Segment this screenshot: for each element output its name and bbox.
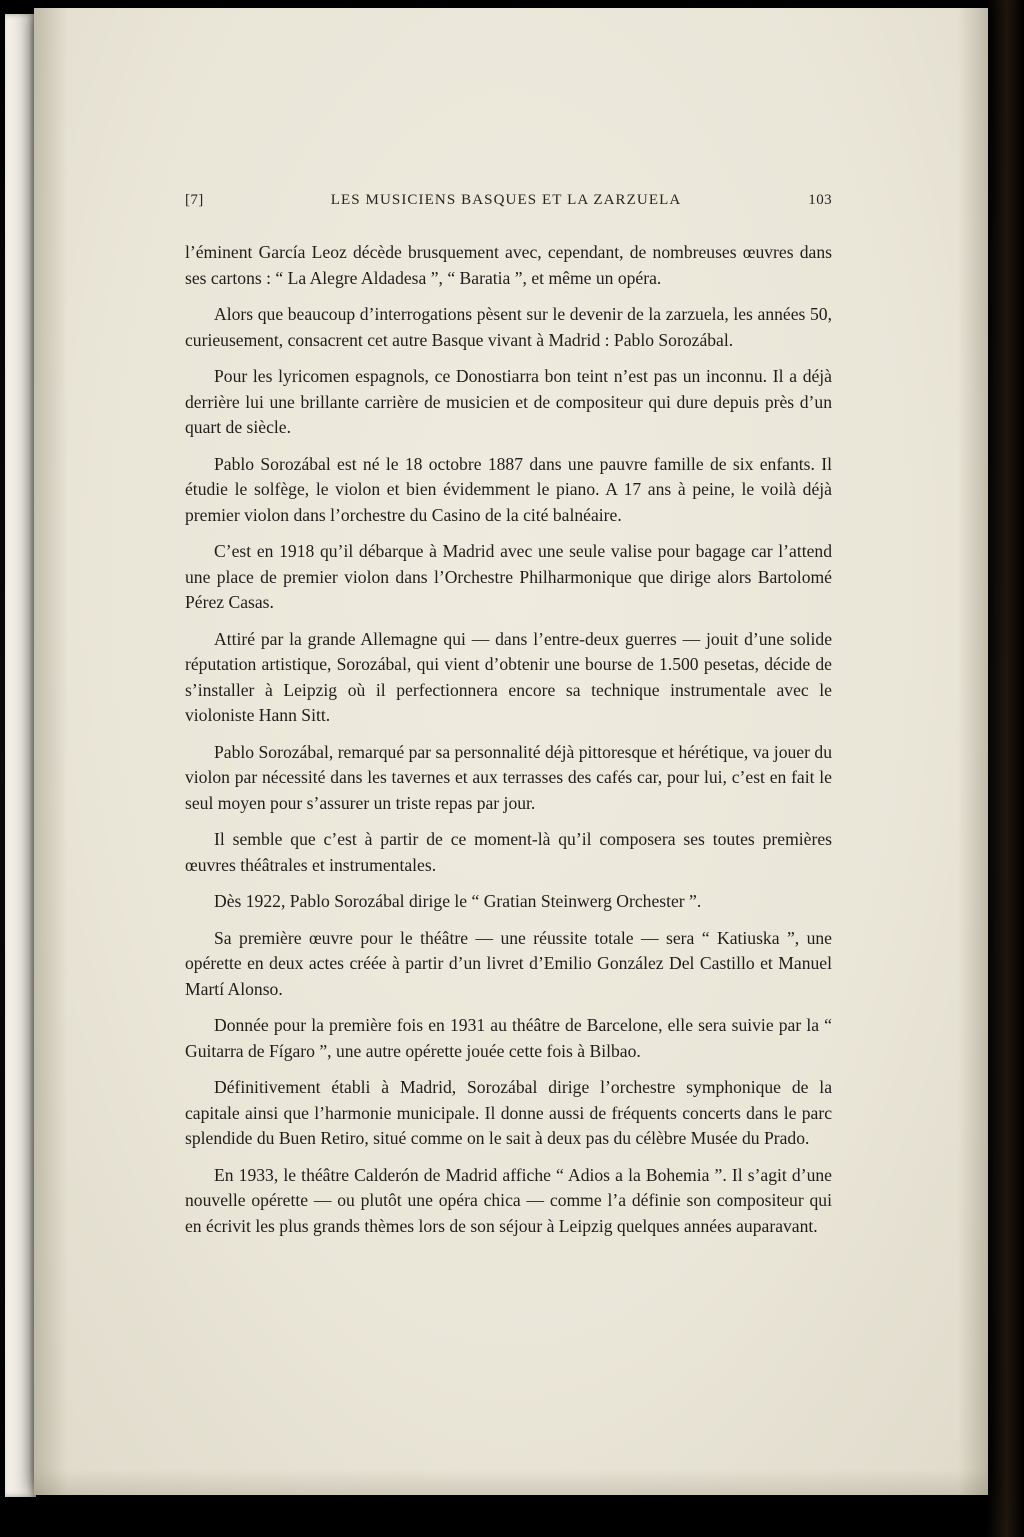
running-title: LES MUSICIENS BASQUES ET LA ZARZUELA <box>330 192 682 208</box>
book-right-edge-shadow <box>986 0 1024 1537</box>
paragraph: Pour les lyricomen espagnols, ce Donostiarra bon teint n’est pas un inconnu. Il a déjà derrière lui une brillante carrière de musicien et de compositeur qui dure depuis près d’un quart de siècle. <box>185 366 832 437</box>
paragraph: C’est en 1918 qu’il débarque à Madrid avec une seule valise pour bagage car l’attend une place de premier violon dans l’Orchestre Philharmonique que dirige alors Bartolomé Pérez Casas. <box>185 541 832 612</box>
book-page <box>34 8 988 1495</box>
page-stack-edge <box>5 14 36 1497</box>
paragraph: En 1933, le théâtre Calderón de Madrid affiche “ Adios a la Bohemia ”. Il s’agit d’une nouvelle opérette — ou plutôt une opéra chica — comme l’a définie son compositeur qui en écrivit les plus grands thèmes lors de son séjour à Leipzig quelques années auparavant. <box>185 1164 832 1236</box>
paragraph: Pablo Sorozábal, remarqué par sa personnalité déjà pittoresque et hérétique, va jouer du violon par nécessité dans les tavernes et aux terrasses des cafés car, pour lui, c’est en fait le seul moyen pour s’assurer un triste repas par jour. <box>185 741 832 813</box>
paragraph: Dès 1922, Pablo Sorozábal dirige le “ Gratian Steinwerg Orchester ”. <box>214 891 702 911</box>
paragraph: Donnée pour la première fois en 1931 au théâtre de Barcelone, elle sera suivie par la “ Guitarra de Fígaro ”, une autre opérette jouée cette fois à Bilbao. <box>185 1015 832 1061</box>
paragraph: Pablo Sorozábal est né le 18 octobre 1887 dans une pauvre famille de six enfants. Il étudie le solfège, le violon et bien évidemment le piano. A 17 ans à peine, le voilà déjà premier violon dans l’orchestre du Casino de la cité balnéaire. <box>185 453 832 525</box>
paragraph: Alors que beaucoup d’interrogations pèsent sur le devenir de la zarzuela, les années 50, curieusement, consacrent cet autre Basque vivant à Madrid : Pablo Sorozábal. <box>185 304 832 350</box>
page-body <box>185 240 832 1239</box>
paragraph: l’éminent García Leoz décède brusquement avec, cependant, de nombreuses œuvres dans ses cartons : “ La Alegre Aldadesa ”, “ Baratia ”, et même un opéra. <box>185 242 832 288</box>
paragraph: Sa première œuvre pour le théâtre — une réussite totale — sera “ Katiuska ”, une opérette en deux actes créée à partir d’un livret d’Emilio González Del Castillo et Manuel Martí Alonso. <box>185 927 832 999</box>
page-header <box>185 192 832 209</box>
paragraph: Définitivement établi à Madrid, Sorozábal dirige l’orchestre symphonique de la capitale ainsi que l’harmonie municipale. Il donne aussi de fréquents concerts dans le parc splendide du Buen Retiro, situé comme on le sait à deux pas du célèbre Musée du Prado. <box>185 1077 832 1148</box>
paragraph: Attiré par la grande Allemagne qui — dans l’entre-deux guerres — jouit d’une solide réputation artistique, Sorozábal, qui vient d’obtenir une bourse de 1.500 pesetas, décide de s’installer à Leipzig où il perfectionnera encore sa technique instrumentale avec le violoniste Hann Sitt. <box>185 628 832 725</box>
page-number: 103 <box>808 192 832 208</box>
bracket-page-marker: [7] <box>185 192 204 208</box>
paragraph: Il semble que c’est à partir de ce moment-là qu’il composera ses toutes premières œuvres théâtrales et instrumentales. <box>185 829 832 875</box>
